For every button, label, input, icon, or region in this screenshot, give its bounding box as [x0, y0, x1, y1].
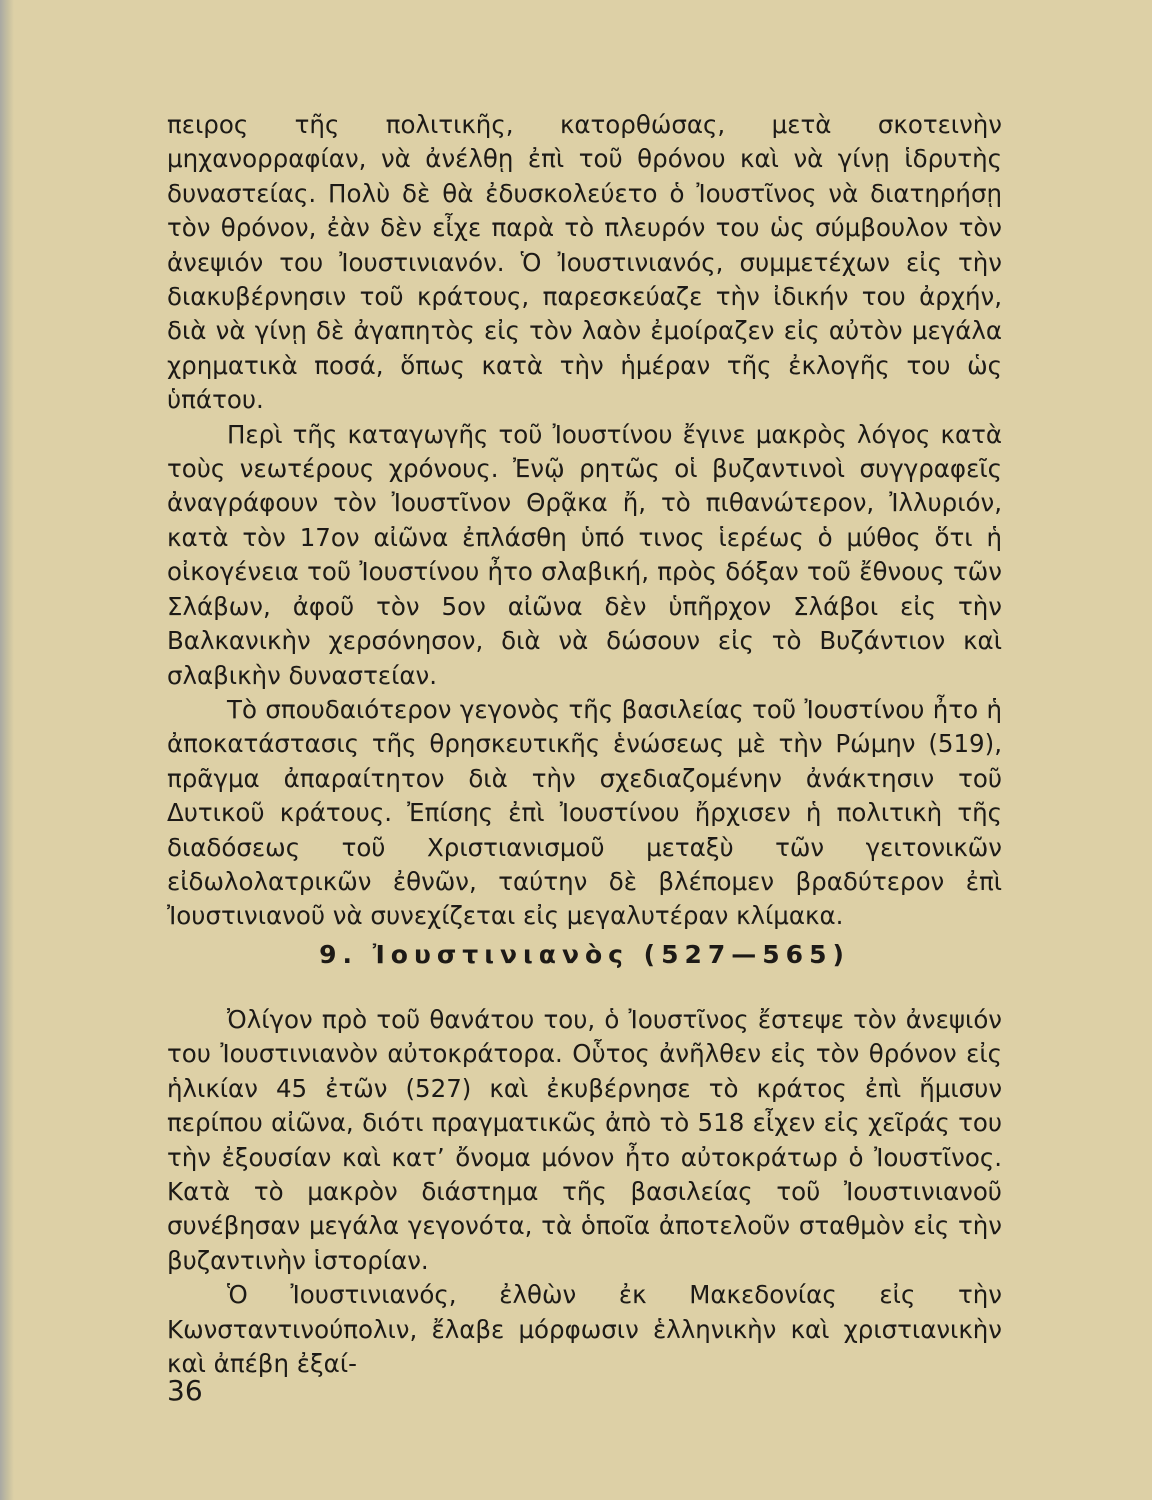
- page-number: 36: [167, 1374, 203, 1407]
- body-text-top: [167, 108, 1002, 934]
- paragraph-justinian-accession: Ὀλίγον πρὸ τοῦ θανάτου του, ὁ Ἰουστῖνος ἔστεψε τὸν ἀνεψιόν του Ἰουστινιανὸν αὐτοκράτορα. Οὗτος ἀνῆλθεν εἰς τὸν θρόνον εἰς ἡλικίαν 45 ἐτῶν (527) καὶ ἐκυβέρνησε τὸ κράτος ἐπὶ ἥμισυν περίπου αἰῶνα, διότι πραγματικῶς ἀπὸ τὸ 518 εἶχεν εἰς χεῖράς του τὴν ἐξουσίαν καὶ κατ’ ὄνομα μόνον ἦτο αὐτοκράτωρ ὁ Ἰουστῖνος. Κατὰ τὸ μακρὸν διάστημα τῆς βασιλείας τοῦ Ἰουστινιανοῦ συνέβησαν μεγάλα γεγονότα, τὰ ὁποῖα ἀποτελοῦν σταθμὸν εἰς τὴν βυζαντινὴν ἱστορίαν.: [167, 1005, 1002, 1275]
- section-heading: 9. Ἰουστινιανὸς (527—565): [319, 940, 850, 969]
- body-text-bottom: [167, 1003, 1002, 1381]
- page-binding-edge: [0, 0, 14, 1500]
- paragraph-union-with-rome: Τὸ σπουδαιότερον γεγονὸς τῆς βασιλείας τοῦ Ἰουστίνου ἦτο ἡ ἀποκατάστασις τῆς θρησκευτικῆς ἑνώσεως μὲ τὴν Ρώμην (519), πρᾶγμα ἀπαραίτητον διὰ τὴν σχεδιαζομένην ἀνάκτησιν τοῦ Δυτικοῦ κράτους. Ἐπίσης ἐπὶ Ἰουστίνου ἤρχισεν ἡ πολιτικὴ τῆς διαδόσεως τοῦ Χριστιανισμοῦ μεταξὺ τῶν γειτονικῶν εἰδωλολατρικῶν ἐθνῶν, ταύτην δὲ βλέπομεν βραδύτερον ἐπὶ Ἰουστινιανοῦ νὰ συνεχίζεται εἰς μεγαλυτέραν κλίμακα.: [167, 694, 1002, 931]
- paragraph-justinian-education: Ὁ Ἰουστινιανός, ἐλθὼν ἐκ Μακεδονίας εἰς τὴν Κωνσταντινούπολιν, ἔλαβε μόρφωσιν ἑλληνικὴν καὶ χριστιανικὴν καὶ ἀπέβη ἐξαί-: [167, 1280, 1002, 1379]
- paragraph-continuation: πειρος τῆς πολιτικῆς, κατορθώσας, μετὰ σκοτεινὴν μηχανορραφίαν, νὰ ἀνέλθῃ ἐπὶ τοῦ θρόνου καὶ νὰ γίνῃ ἱδρυτὴς δυναστείας. Πολὺ δὲ θὰ ἐδυσκολεύετο ὁ Ἰουστῖνος νὰ διατηρήσῃ τὸν θρόνον, ἐὰν δὲν εἶχε παρὰ τὸ πλευρόν του ὡς σύμβουλον τὸν ἀνεψιόν του Ἰουστινιανόν. Ὁ Ἰουστινιανός, συμμετέχων εἰς τὴν διακυβέρνησιν τοῦ κράτους, παρεσκεύαζε τὴν ἰδικήν του ἀρχήν, διὰ νὰ γίνῃ δὲ ἀγαπητὸς εἰς τὸν λαὸν ἐμοίραζεν εἰς αὐτὸν μεγάλα χρηματικὰ ποσά, ὅπως κατὰ τὴν ἡμέραν τῆς ἐκλογῆς του ὡς ὑπάτου.: [167, 110, 1002, 415]
- paragraph-origin: Περὶ τῆς καταγωγῆς τοῦ Ἰουστίνου ἔγινε μακρὸς λόγος κατὰ τοὺς νεωτέρους χρόνους. Ἐνῷ ρητῶς οἱ βυζαντινοὶ συγγραφεῖς ἀναγράφουν τὸν Ἰουστῖνον Θρᾷκα ἤ, τὸ πιθανώτερον, Ἰλλυριόν, κατὰ τὸν 17ον αἰῶνα ἐπλάσθη ὑπό τινος ἱερέως ὁ μύθος ὅτι ἡ οἰκογένεια τοῦ Ἰουστίνου ἦτο σλαβική, πρὸς δόξαν τοῦ ἔθνους τῶν Σλάβων, ἀφοῦ τὸν 5ον αἰῶνα δὲν ὑπῆρχον Σλάβοι εἰς τὴν Βαλκανικὴν χερσόνησον, διὰ νὰ δώσουν εἰς τὸ Βυζάντιον καὶ σλαβικὴν δυναστείαν.: [167, 419, 1002, 690]
